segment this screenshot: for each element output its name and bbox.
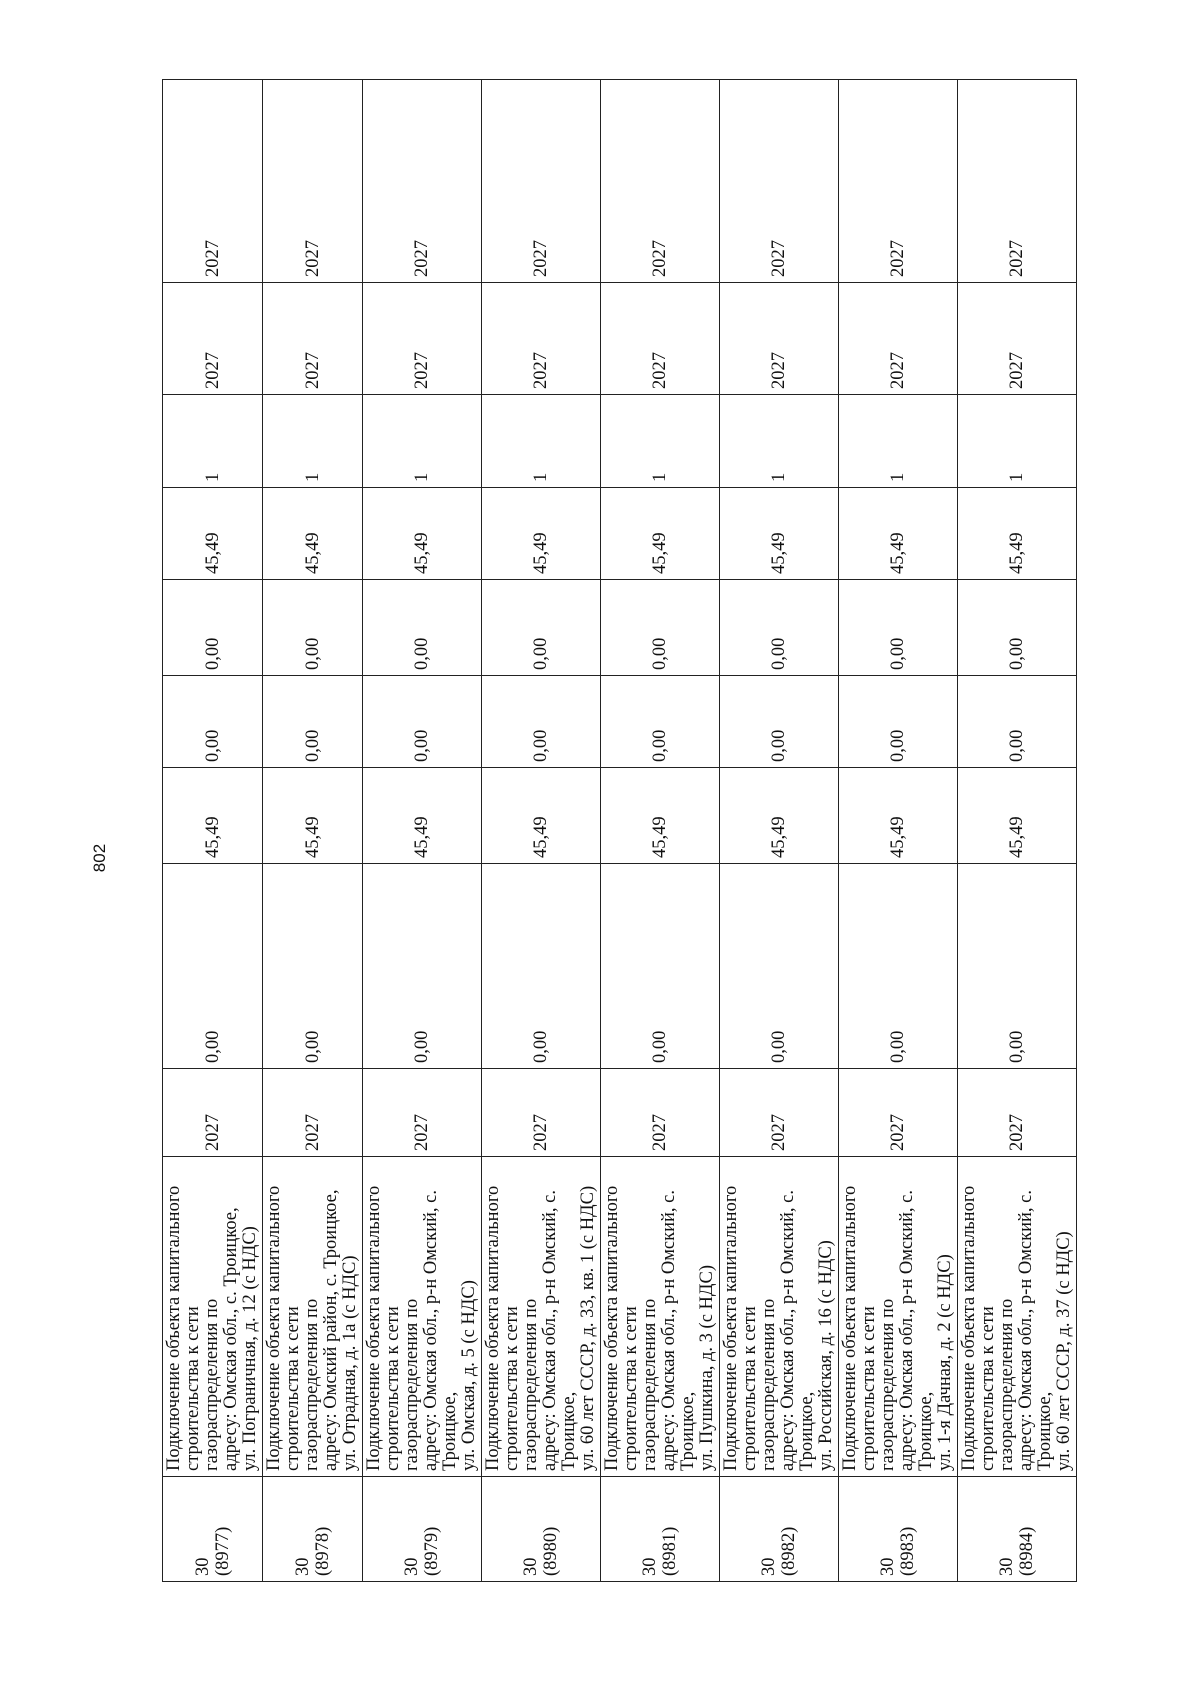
value-cell-c4: 0,00 <box>958 864 1077 1069</box>
value-cell-c11: 2027 <box>263 80 363 283</box>
description-line: строительства к сети газораспределения по <box>502 1298 541 1471</box>
value-cell-c3: 2027 <box>363 1069 482 1157</box>
value-cell-c7: 0,00 <box>363 580 482 676</box>
description-line: адресу: Омская обл., р-н Омский, с. Троицкое, <box>540 1189 579 1471</box>
value-cell-c11: 2027 <box>601 80 720 283</box>
value-cell-c10: 2027 <box>482 283 601 395</box>
row-code: (8980) <box>541 1526 561 1576</box>
value-cell-c9: 1 <box>263 395 363 488</box>
value-cell-c3: 2027 <box>839 1069 958 1157</box>
value-cell-c11: 2027 <box>958 80 1077 283</box>
value-cell-c3: 2027 <box>601 1069 720 1157</box>
value-cell-c10: 2027 <box>163 283 263 395</box>
row-number: 30 <box>292 1557 313 1576</box>
description-line: адресу: Омский район, с. Троицкое, <box>321 1189 341 1471</box>
row-number: 30 <box>192 1557 213 1576</box>
value-cell-c6: 0,00 <box>482 676 601 768</box>
value-cell-c5: 45,49 <box>263 768 363 864</box>
row-code: (8978) <box>312 1526 333 1576</box>
row-number-cell <box>482 1477 601 1582</box>
value-cell-c7: 0,00 <box>601 580 720 676</box>
description-line: строительства к сети газораспределения по <box>978 1298 1017 1471</box>
value-cell-c5: 45,49 <box>601 768 720 864</box>
table-row <box>720 80 839 1582</box>
value-cell-c6: 0,00 <box>958 676 1077 768</box>
value-cell-c4: 0,00 <box>482 864 601 1069</box>
description-line: ул. 1-я Дачная, д. 2 (с НДС) <box>935 1254 955 1471</box>
description-line: Подключение объекта капитального <box>602 1185 622 1471</box>
value-cell-c11: 2027 <box>482 80 601 283</box>
description-line: Подключение объекта капитального <box>721 1185 741 1471</box>
description-line: адресу: Омская обл., р-н Омский, с. Троицкое, <box>659 1189 698 1471</box>
row-number-cell <box>720 1477 839 1582</box>
value-cell-c8: 45,49 <box>482 488 601 580</box>
value-cell-c7: 0,00 <box>163 580 263 676</box>
value-cell-c7: 0,00 <box>263 580 363 676</box>
value-cell-c8: 45,49 <box>601 488 720 580</box>
value-cell-c7: 0,00 <box>720 580 839 676</box>
value-cell-c4: 0,00 <box>839 864 958 1069</box>
value-cell-c3: 2027 <box>720 1069 839 1157</box>
value-cell-c9: 1 <box>839 395 958 488</box>
value-cell-c6: 0,00 <box>163 676 263 768</box>
table-row <box>958 80 1077 1582</box>
table-row <box>839 80 958 1582</box>
row-number-cell <box>263 1477 363 1582</box>
value-cell-c9: 1 <box>482 395 601 488</box>
row-number: 30 <box>521 1557 541 1576</box>
value-cell-c9: 1 <box>601 395 720 488</box>
value-cell-c4: 0,00 <box>720 864 839 1069</box>
description-cell <box>601 1157 720 1477</box>
value-cell-c8: 45,49 <box>263 488 363 580</box>
row-number-cell <box>163 1477 263 1582</box>
description-cell <box>363 1157 482 1477</box>
row-number-cell <box>601 1477 720 1582</box>
value-cell-c6: 0,00 <box>720 676 839 768</box>
value-cell-c3: 2027 <box>482 1069 601 1157</box>
description-cell <box>263 1157 363 1477</box>
value-cell-c4: 0,00 <box>163 864 263 1069</box>
value-cell-c6: 0,00 <box>263 676 363 768</box>
description-line: ул. Отрадная, д. 1а (с НДС) <box>340 1255 360 1471</box>
table-row <box>601 80 720 1582</box>
description-line: строительства к сети газораспределения по <box>740 1298 779 1471</box>
value-cell-c10: 2027 <box>363 283 482 395</box>
value-cell-c9: 1 <box>363 395 482 488</box>
value-cell-c10: 2027 <box>720 283 839 395</box>
description-line: адресу: Омская обл., р-н Омский, с. Троицкое, <box>421 1189 460 1471</box>
description-line: Подключение объекта капитального <box>264 1185 284 1471</box>
value-cell-c11: 2027 <box>163 80 263 283</box>
row-number: 30 <box>759 1557 779 1576</box>
description-line: адресу: Омская обл., с. Троицкое, <box>221 1207 241 1471</box>
value-cell-c8: 45,49 <box>163 488 263 580</box>
table-row <box>363 80 482 1582</box>
table-row <box>482 80 601 1582</box>
value-cell-c5: 45,49 <box>839 768 958 864</box>
description-line: Подключение объекта капитального <box>840 1185 860 1471</box>
row-code: (8984) <box>1017 1526 1037 1576</box>
table-row <box>263 80 363 1582</box>
description-line: ул. Пограничная, д. 12 (с НДС) <box>240 1226 260 1471</box>
description-line: строительства к сети газораспределения по <box>183 1298 222 1471</box>
value-cell-c3: 2027 <box>958 1069 1077 1157</box>
description-cell <box>958 1157 1077 1477</box>
description-line: Подключение объекта капитального <box>959 1185 979 1471</box>
description-cell <box>163 1157 263 1477</box>
row-number: 30 <box>878 1557 898 1576</box>
value-cell-c8: 45,49 <box>720 488 839 580</box>
description-line: адресу: Омская обл., р-н Омский, с. Троицкое, <box>778 1189 817 1471</box>
value-cell-c7: 0,00 <box>839 580 958 676</box>
row-code: (8979) <box>422 1526 442 1576</box>
value-cell-c7: 0,00 <box>482 580 601 676</box>
value-cell-c3: 2027 <box>263 1069 363 1157</box>
description-line: строительства к сети газораспределения по <box>283 1298 322 1471</box>
row-number: 30 <box>402 1557 422 1576</box>
value-cell-c9: 1 <box>958 395 1077 488</box>
value-cell-c3: 2027 <box>163 1069 263 1157</box>
value-cell-c8: 45,49 <box>363 488 482 580</box>
value-cell-c5: 45,49 <box>720 768 839 864</box>
description-line: Подключение объекта капитального <box>164 1185 184 1471</box>
table-body <box>163 80 1077 1582</box>
value-cell-c6: 0,00 <box>839 676 958 768</box>
value-cell-c10: 2027 <box>839 283 958 395</box>
row-number-cell <box>363 1477 482 1582</box>
row-number: 30 <box>997 1557 1017 1576</box>
value-cell-c10: 2027 <box>958 283 1077 395</box>
value-cell-c5: 45,49 <box>958 768 1077 864</box>
value-cell-c8: 45,49 <box>839 488 958 580</box>
rotated-table-wrapper <box>162 80 1074 1582</box>
value-cell-c11: 2027 <box>720 80 839 283</box>
row-number-cell <box>839 1477 958 1582</box>
value-cell-c11: 2027 <box>839 80 958 283</box>
description-line: строительства к сети газораспределения по <box>859 1298 898 1471</box>
value-cell-c6: 0,00 <box>363 676 482 768</box>
value-cell-c4: 0,00 <box>363 864 482 1069</box>
description-line: ул. Российская, д. 16 (с НДС) <box>816 1240 836 1471</box>
value-cell-c10: 2027 <box>263 283 363 395</box>
description-cell <box>720 1157 839 1477</box>
value-cell-c5: 45,49 <box>482 768 601 864</box>
description-line: ул. 60 лет СССР, д. 33, кв. 1 (с НДС) <box>578 1185 598 1471</box>
description-line: Подключение объекта капитального <box>364 1185 384 1471</box>
table-row <box>163 80 263 1582</box>
row-code: (8977) <box>212 1526 233 1576</box>
row-code: (8981) <box>660 1526 680 1576</box>
value-cell-c9: 1 <box>720 395 839 488</box>
value-cell-c4: 0,00 <box>601 864 720 1069</box>
value-cell-c7: 0,00 <box>958 580 1077 676</box>
value-cell-c5: 45,49 <box>163 768 263 864</box>
description-line: адресу: Омская обл., р-н Омский, с. Троицкое, <box>1016 1189 1055 1471</box>
value-cell-c9: 1 <box>163 395 263 488</box>
description-cell <box>482 1157 601 1477</box>
description-cell <box>839 1157 958 1477</box>
description-line: Подключение объекта капитального <box>483 1185 503 1471</box>
row-code: (8983) <box>898 1526 918 1576</box>
row-number-cell <box>958 1477 1077 1582</box>
cost-table <box>162 79 1077 1582</box>
value-cell-c5: 45,49 <box>363 768 482 864</box>
value-cell-c4: 0,00 <box>263 864 363 1069</box>
description-line: строительства к сети газораспределения по <box>621 1298 660 1471</box>
description-line: адресу: Омская обл., р-н Омский, с. Троицкое, <box>897 1189 936 1471</box>
page-number: 802 <box>90 843 109 873</box>
value-cell-c8: 45,49 <box>958 488 1077 580</box>
description-line: строительства к сети газораспределения по <box>383 1298 422 1471</box>
description-line: ул. Омская, д. 5 (с НДС) <box>459 1280 479 1471</box>
value-cell-c6: 0,00 <box>601 676 720 768</box>
description-line: ул. 60 лет СССР, д. 37 (с НДС) <box>1054 1231 1074 1471</box>
row-number: 30 <box>640 1557 660 1576</box>
row-code: (8982) <box>779 1526 799 1576</box>
description-line: ул. Пушкина, д. 3 (с НДС) <box>697 1264 717 1471</box>
value-cell-c10: 2027 <box>601 283 720 395</box>
value-cell-c11: 2027 <box>363 80 482 283</box>
